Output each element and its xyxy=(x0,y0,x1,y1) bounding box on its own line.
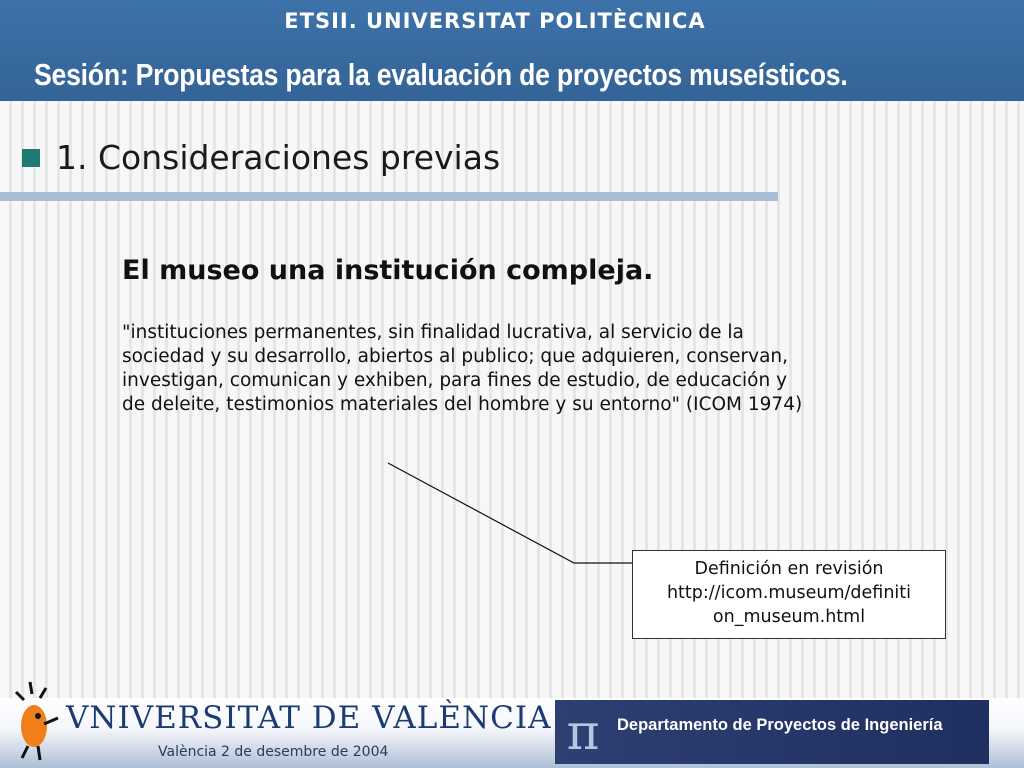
presentation-date: València 2 de desembre de 2004 xyxy=(158,744,389,760)
content-heading: El museo una institución compleja. xyxy=(122,255,654,286)
department-banner xyxy=(555,700,989,764)
pi-logo-icon: π xyxy=(566,703,600,761)
university-logo xyxy=(66,700,552,736)
square-bullet-icon xyxy=(22,149,40,167)
university-logo-text: VNIVERSITAT DE VALÈNCIA xyxy=(66,700,552,736)
session-title: Sesión: Propuestas para la evaluación de proyectos museísticos. xyxy=(34,57,848,92)
definition-callout xyxy=(632,550,946,639)
callout-link-continued[interactable]: on_museum.html xyxy=(712,607,866,627)
mascot-icon xyxy=(8,678,64,764)
section-title: 1. Consideraciones previas xyxy=(56,138,501,177)
section-bullet xyxy=(22,138,500,177)
icom-quote: "instituciones permanentes, sin finalidad lucrativa, al servicio de la sociedad y su desarrollo, abiertos al publico; que adquieren, conservan, investigan, comunican y exhiben, para fines de estudio, de educación y de deleite, testimonios materiales del hombre y su entorno" (ICOM 1974) xyxy=(122,322,803,415)
callout-text: Definición en revisión xyxy=(694,559,884,579)
institution-title: ETSII. UNIVERSITAT POLITÈCNICA xyxy=(284,9,706,33)
slide-header xyxy=(0,0,1024,101)
title-divider xyxy=(0,192,778,201)
department-name: Departamento de Proyectos de Ingeniería xyxy=(617,716,943,734)
callout-link[interactable]: http://icom.museum/definiti xyxy=(666,583,912,603)
